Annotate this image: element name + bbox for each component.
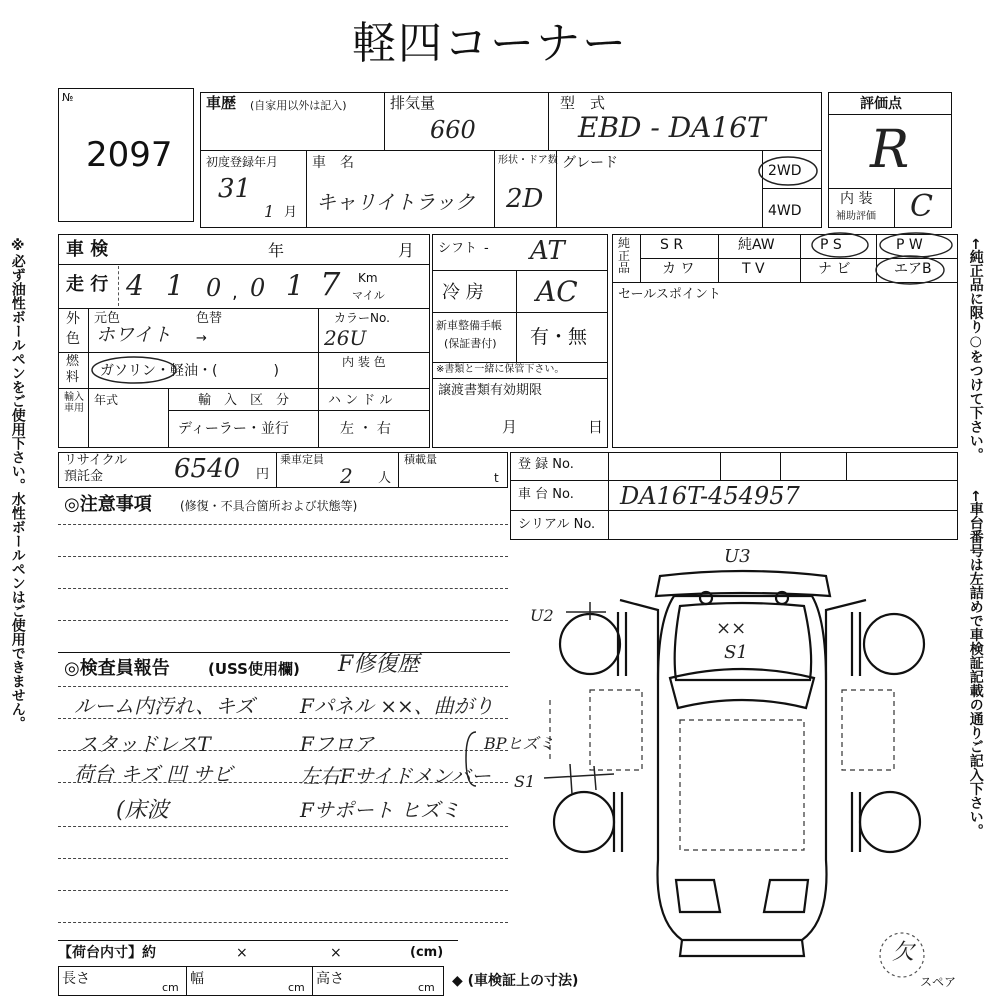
report-right-3: 左右Fサイドメンバー [300,764,491,788]
mileage-digit-5: 1 [286,269,304,302]
report-left-2: スタッドレスT [78,732,211,756]
first-reg-month: 1 [264,202,275,221]
mileage-label: 走 行 [66,274,109,295]
cargo-note: ◆ (車検証上の寸法) [452,973,579,989]
handle-label: ハ ン ド ル [328,393,393,408]
color-change-label: 色替 [196,311,223,326]
maint-label-2: (保証書付) [444,337,497,350]
sales-point-label: セールスポイント [618,287,721,302]
color-label-2: 色 [66,331,80,347]
recycle-value: 6540 [174,454,241,484]
report-right-4: Fサポート ヒズミ [300,798,461,822]
transfer-month: 月 [502,418,518,436]
cargo-label: 【荷台内寸】約 [58,945,156,961]
right-side-note-chassis: ←車台番号は左詰めで車検証記載の通りご記入下さい。 [967,490,984,838]
report-right-1: Fパネル ××、曲がり [300,694,494,718]
genuine-airbag: エアB [894,261,932,277]
mileage-digit-3: 0 [206,274,222,302]
color-change-arrow: → [196,331,207,346]
diagram-side-mark: S1 [514,772,536,791]
first-reg-year: 31 [218,174,252,204]
score-value: R [870,120,910,180]
genuine-marks [800,230,960,290]
color-orig-label: 元色 [94,311,121,326]
genuine-tv: T V [742,261,765,277]
report-heading-note: F修復歴 [338,652,420,677]
drive-4wd: 4WD [768,203,802,219]
cargo-x2: × [330,945,342,961]
capacity-label: 乗車定員 [280,453,324,466]
model-value: EBD - DA16T [578,111,766,144]
capacity-value: 2 [340,464,353,488]
mileage-digit-2: 1 [166,269,184,302]
model-label: 型 式 [560,94,606,112]
diagram-left-mark: U2 [530,606,554,625]
grade-label: グレード [562,155,618,171]
cargo-unit: (cm) [410,945,444,960]
mileage-km: Km [358,271,378,285]
transfer-day: 日 [588,418,604,436]
genuine-ps: P S [820,237,842,253]
report-right-2: Fフロア [300,732,374,756]
recycle-label-2: 預託金 [64,469,104,484]
report-label: ◎検査員報告 [64,658,170,679]
chassis-value: DA16T-454957 [620,482,800,510]
mileage-digit-6: 7 [320,265,341,303]
cargo-length-label: 長さ [62,971,90,987]
reg-label: 登 録 No. [518,457,574,472]
car-name-value: キャリイトラック [316,190,475,214]
maint-options: 有・無 [530,326,588,348]
right-side-note-genuine: ←純正品に限り○をつけて下さい。 [967,238,984,462]
report-bracket [460,730,480,790]
cargo-length-cm: cm [162,981,179,994]
history-label: 車歴 [206,94,237,112]
displacement-label: 排気量 [390,94,436,112]
aircon-value: AC [536,275,578,308]
maint-label-1: 新車整備手帳 [436,319,502,332]
interior-value: C [910,189,933,224]
recycle-yen: 円 [256,467,270,482]
cargo-height-label: 高さ [316,971,344,987]
shift-value: AT [530,236,565,266]
drive-2wd: 2WD [768,163,802,179]
first-reg-month-unit: 月 [284,205,298,220]
interior-sub: 補助評価 [836,211,876,222]
fuel-label-2: 料 [66,370,80,385]
interior-color-label: 内 装 色 [342,355,386,369]
maint-note: ※書類と一緒に保管下さい。 [436,364,565,375]
serial-label: シリアル No. [518,517,596,532]
inspection-year-unit: 年 [268,241,285,260]
left-side-note: ※必ず油性ボールペンをご使用下さい。水性ボールペンはご使用できません。 [9,238,26,730]
report-left-3: 荷台 キズ 凹 サビ [74,762,233,786]
import-class-label: 輸 入 区 分 [198,393,290,408]
mileage-mile: マイル [352,289,385,302]
displacement-value: 660 [430,116,476,144]
notes-sub: (修復・不具合箇所および状態等) [180,499,358,513]
genuine-pw: P W [896,237,923,253]
import-year-label: 年式 [94,393,119,407]
import-label: 輸入車用 [64,392,84,414]
cargo-width-label: 幅 [190,971,204,987]
report-bp-note: BPヒズミ [484,734,555,753]
color-label-1: 外 [66,311,80,327]
inspection-label: 車 検 [66,239,109,260]
genuine-leather: カ ワ [662,261,695,277]
genuine-sr: S R [660,237,684,253]
shape-value: 2D [506,184,544,214]
fuel-options: ガソリン・軽油・( ) [100,363,279,379]
drive-2wd-circle [756,154,820,188]
report-left-4: (床波 [116,798,169,823]
recycle-label-1: リサイクル [64,453,128,468]
handle-options: 左 ・ 右 [340,421,391,437]
mileage-digit-1: 4 [126,269,144,302]
diagram-top-mark: U3 [724,546,751,567]
car-name-label: 車 名 [312,155,354,171]
number-value: 2097 [86,135,173,175]
number-label: № [62,91,74,104]
genuine-navi: ナ ビ [818,261,851,277]
color-orig-value: ホワイト [96,324,172,346]
load-label: 積載量 [404,453,437,466]
score-label: 評価点 [860,96,902,112]
fuel-label-1: 燃 [66,354,80,369]
report-sub: (USS使用欄) [208,660,300,678]
report-left-1: ルーム内汚れ、キズ [74,694,255,718]
load-unit: t [494,471,499,485]
aircon-label: 冷 房 [442,282,484,303]
capacity-unit: 人 [378,471,392,486]
color-code-label: カラーNo. [334,311,390,325]
notes-label: ◎注意事項 [64,494,152,515]
genuine-aw: 純AW [738,237,775,253]
spare-value: 欠 [892,940,915,965]
cargo-x1: × [236,945,248,961]
cargo-width-cm: cm [288,981,305,994]
diagram-roof-mark-1: ×× [716,618,747,639]
shape-label: 形状・ドア数 [498,155,558,166]
mileage-digit-4: 0 [250,274,266,302]
first-reg-label: 初度登録年月 [206,155,279,169]
fuel-gasoline-circle [88,354,180,386]
cargo-dims-box [58,966,444,996]
color-code-value: 26U [324,326,367,350]
interior-label: 内 装 [840,191,873,207]
inspection-month-unit: 月 [398,241,415,260]
diagram-roof-mark-2: S1 [724,642,748,663]
shift-label: シフト [438,241,478,256]
genuine-label: 純正品 [618,236,631,276]
page-title: 軽四コーナー [352,18,628,69]
spare-label: スペア [920,975,957,989]
import-class-options: ディーラー・並行 [178,421,289,437]
chassis-label: 車 台 No. [518,487,574,502]
cargo-height-cm: cm [418,981,435,994]
history-note: (自家用以外は記入) [250,99,347,112]
transfer-label: 譲渡書類有効期限 [438,383,543,398]
